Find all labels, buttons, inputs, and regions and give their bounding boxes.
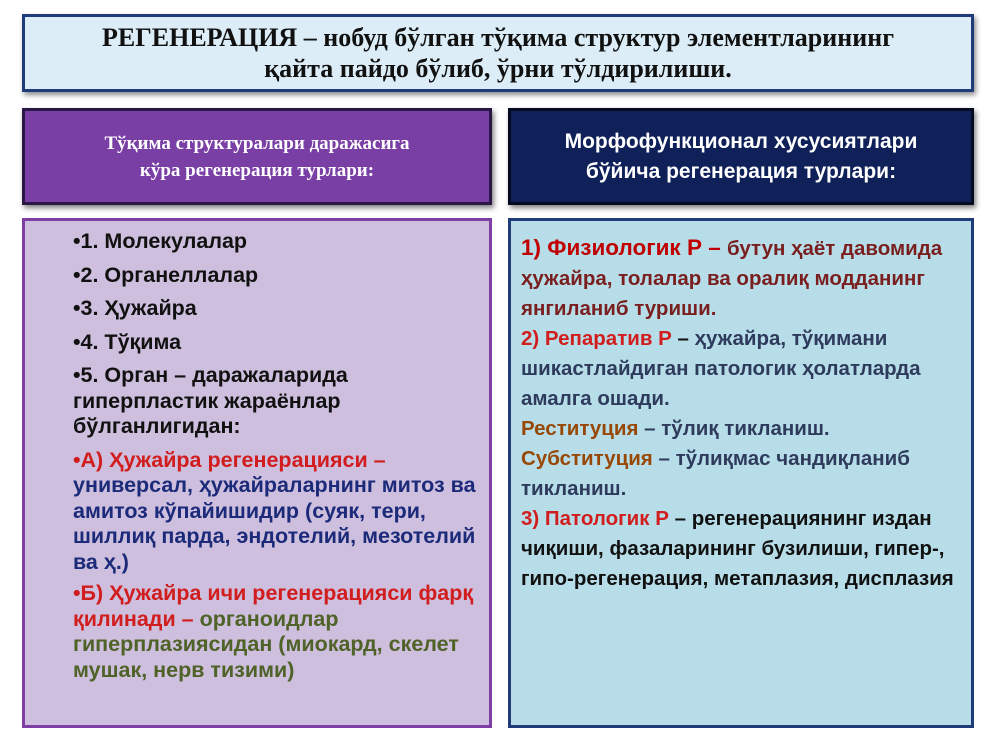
list-item-cell-regeneration	[73, 448, 477, 576]
substitution-heading: Субституция	[521, 447, 653, 470]
left-header-line-1: Тўқима структуралари даражасига	[104, 132, 410, 154]
restitution-heading: Реституция	[521, 417, 639, 440]
restitution-dash: –	[638, 417, 662, 440]
list-item-tissue: •4. Тўқима	[73, 329, 182, 354]
restitution	[521, 414, 963, 444]
title-line-2: қайта пайдо бўлиб, ўрни тўлдирилиши.	[264, 54, 732, 83]
reparative-regeneration	[521, 324, 963, 414]
list-item-intracellular-regeneration	[73, 581, 477, 683]
substitution-dash: –	[652, 447, 676, 470]
physiological-heading: 1) Физиологик Р	[521, 235, 702, 260]
title-banner	[22, 14, 974, 92]
physiological-text: бутун ҳаёт давомида ҳужайра, толалар ва оралиқ модданинг янгиланиб туриши.	[521, 237, 943, 320]
reparative-heading: 2) Репаратив Р	[521, 327, 672, 350]
physiological-dash: –	[701, 235, 727, 260]
title-line-1: РЕГЕНЕРАЦИЯ – нобуд бўлган тўқима структур элементларининг	[101, 23, 894, 52]
restitution-text: тўлиқ тикланиш.	[661, 417, 830, 440]
left-header-line-2: кўра регенерация турлари:	[139, 159, 375, 181]
reparative-dash: –	[671, 327, 695, 350]
right-panel	[508, 218, 974, 728]
cell-regeneration-text: универсал, ҳужайраларнинг митоз ва амитоз кўпайишидир (суяк, тери, шиллиқ парда, эндотелий, мезотелий ва ҳ.)	[73, 473, 476, 574]
list-item-organ: •5. Орган – даражаларида гиперпластик жараёнлар бўлганлигидан:	[73, 363, 348, 438]
substitution-text: тўлиқмас чандиқланиб тикланиш.	[521, 447, 910, 500]
intracellular-regeneration-text: органоидлар гиперплазиясидан (миокард, скелет мушак, нерв тизими)	[73, 606, 459, 682]
substitution	[521, 444, 963, 504]
list-item-cell: •3. Ҳужайра	[73, 296, 197, 320]
right-header-line-2: бўйича регенерация турлари:	[585, 159, 897, 183]
pathological-dash: –	[668, 507, 692, 530]
left-header	[22, 108, 492, 205]
reparative-text: ҳужайра, тўқимани шикастлайдиган патологик ҳолатларда амалга ошади.	[521, 327, 921, 410]
pathological-heading: 3) Патологик Р	[521, 507, 669, 530]
pathological-text: регенерациянинг издан чиқиши, фазаларининг бузилиши, гипер-, гипо-регенерация, метаплазия, дисплазия	[521, 507, 954, 590]
pathological-regeneration	[521, 504, 963, 594]
list-item-molecules: •1. Молекулалар	[73, 229, 248, 253]
right-header-line-1: Морфофункционал хусусиятлари	[564, 129, 918, 153]
physiological-regeneration	[521, 233, 963, 324]
left-panel	[22, 218, 492, 728]
list-item-organelles: •2. Органеллалар	[73, 262, 259, 287]
intracellular-regeneration-heading: •Б) Ҳужайра ичи регенерацияси фарқ қилинади –	[73, 581, 474, 631]
cell-regeneration-heading: •А) Ҳужайра регенерацияси –	[73, 447, 386, 472]
right-header	[508, 108, 974, 205]
